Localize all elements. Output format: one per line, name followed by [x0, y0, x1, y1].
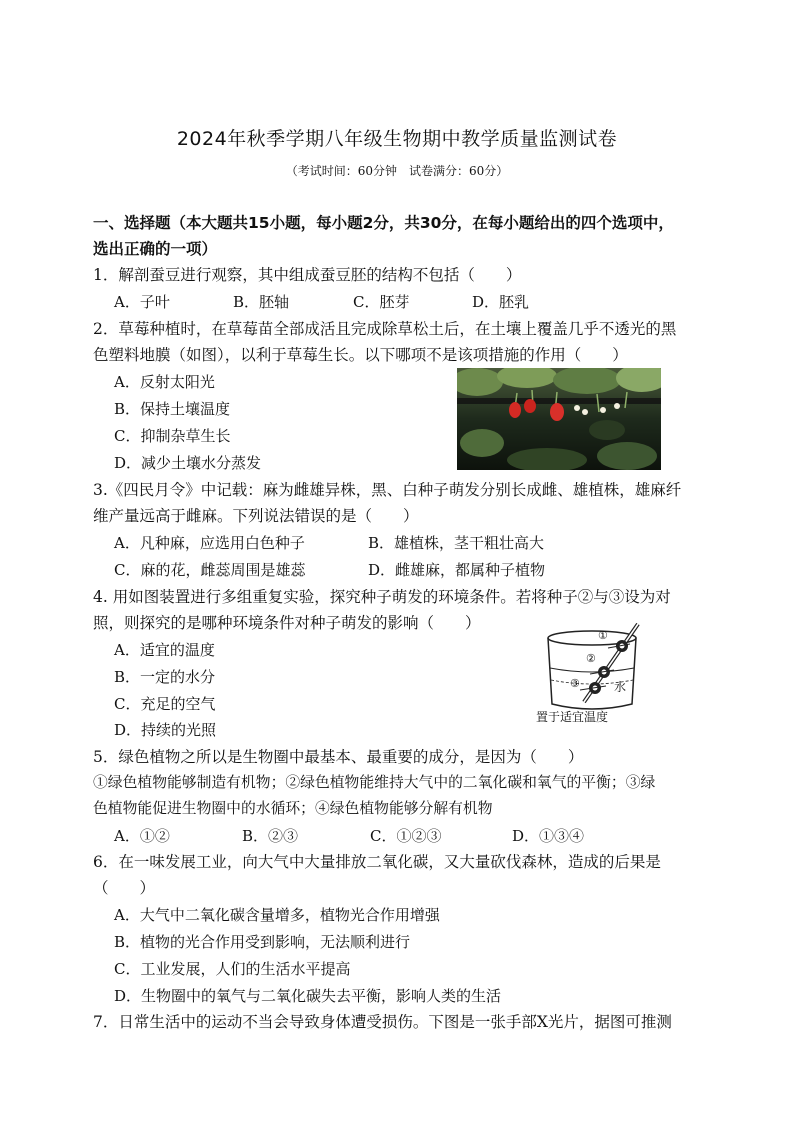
strawberry-photo: [457, 368, 661, 470]
q3-option-c: C．麻的花，雌蕊周围是雄蕊: [114, 561, 306, 579]
figure-label-2: ②: [586, 652, 596, 665]
q1-option-c: C．胚芽: [353, 293, 410, 311]
question-6-stem: 6．在一味发展工业，向大气中大量排放二氧化碳，又大量砍伐森林，造成的后果是: [93, 853, 661, 871]
question-3-stem-cont: 维产量远高于雌麻。下列说法错误的是（ ）: [93, 507, 419, 525]
question-5-statements: ①绿色植物能够制造有机物；②绿色植物能维持大气中的二氧化碳和氧气的平衡；③绿: [93, 774, 656, 791]
q5-option-d: D．①③④: [512, 827, 585, 845]
figure-water-label: 水: [614, 680, 627, 694]
question-7-stem: 7．日常生活中的运动不当会导致身体遭受损伤。下图是一张手部X光片，据图可推测: [93, 1013, 672, 1031]
q6-option-c: C．工业发展，人们的生活水平提高: [114, 960, 351, 978]
question-4-stem: 4. 用如图装置进行多组重复实验，探究种子萌发的环境条件。若将种子②与③设为对: [93, 588, 671, 606]
figure-label-3: ③: [570, 677, 580, 690]
question-3-stem: 3.《四民月令》中记载：麻为雌雄异株，黑、白种子萌发分别长成雌、雄植株，雄麻纤: [93, 481, 682, 499]
q3-option-a: A．凡种麻，应选用白色种子: [114, 534, 305, 552]
question-2-stem-cont: 色塑料地膜（如图），以利于草莓生长。以下哪项不是该项措施的作用（ ）: [93, 346, 628, 364]
section-heading: 一、选择题（本大题共15小题，每小题2分，共30分，在每小题给出的四个选项中，: [93, 214, 674, 232]
figure-caption: 置于适宜温度: [536, 710, 609, 724]
q2-option-b: B．保持土壤温度: [114, 400, 231, 418]
question-2-stem: 2．草莓种植时，在草莓苗全部成活且完成除草松土后，在土壤上覆盖几乎不透光的黑: [93, 320, 677, 338]
q4-option-b: B．一定的水分: [114, 668, 216, 686]
page-title: 2024年秋季学期八年级生物期中教学质量监测试卷: [176, 128, 618, 150]
q2-option-a: A．反射太阳光: [114, 373, 215, 391]
q1-option-a: A．子叶: [114, 293, 170, 311]
question-5-statements-cont: 色植物能促进生物圈中的水循环；④绿色植物能够分解有机物: [93, 800, 493, 817]
q2-option-c: C．抑制杂草生长: [114, 427, 231, 445]
q4-option-a: A．适宜的温度: [114, 641, 215, 659]
q2-option-d: D．减少土壤水分蒸发: [114, 454, 262, 472]
q6-option-d: D．生物圈中的氧气与二氧化碳失去平衡，影响人类的生活: [114, 987, 502, 1005]
q6-option-b: B．植物的光合作用受到影响，无法顺利进行: [114, 933, 411, 951]
section-heading-cont: 选出正确的一项）: [93, 240, 218, 258]
question-4-stem-cont: 照，则探究的是哪种环境条件对种子萌发的影响（ ）: [93, 614, 481, 632]
q4-option-d: D．持续的光照: [114, 721, 217, 739]
q3-option-b: B．雄植株，茎干粗壮高大: [368, 534, 545, 552]
question-6-stem-cont: （ ）: [93, 879, 156, 897]
q5-option-a: A．①②: [114, 827, 170, 845]
q5-option-c: C．①②③: [370, 827, 442, 845]
q4-option-c: C．充足的空气: [114, 695, 216, 713]
q3-option-d: D．雌雄麻，都属种子植物: [368, 561, 546, 579]
figure-label-1: ①: [598, 629, 608, 642]
exam-info: （考试时间：60分钟 试卷满分：60分）: [285, 164, 509, 178]
question-1-stem: 1．解剖蚕豆进行观察，其中组成蚕豆胚的结构不包括（ ）: [93, 266, 522, 284]
q1-option-b: B．胚轴: [233, 293, 290, 311]
question-5-stem: 5．绿色植物之所以是生物圈中最基本、最重要的成分，是因为（ ）: [93, 748, 584, 766]
seed-germination-figure: [530, 622, 662, 726]
q5-option-b: B．②③: [242, 827, 299, 845]
q1-option-d: D．胚乳: [472, 293, 530, 311]
q6-option-a: A．大气中二氧化碳含量增多，植物光合作用增强: [114, 906, 440, 924]
